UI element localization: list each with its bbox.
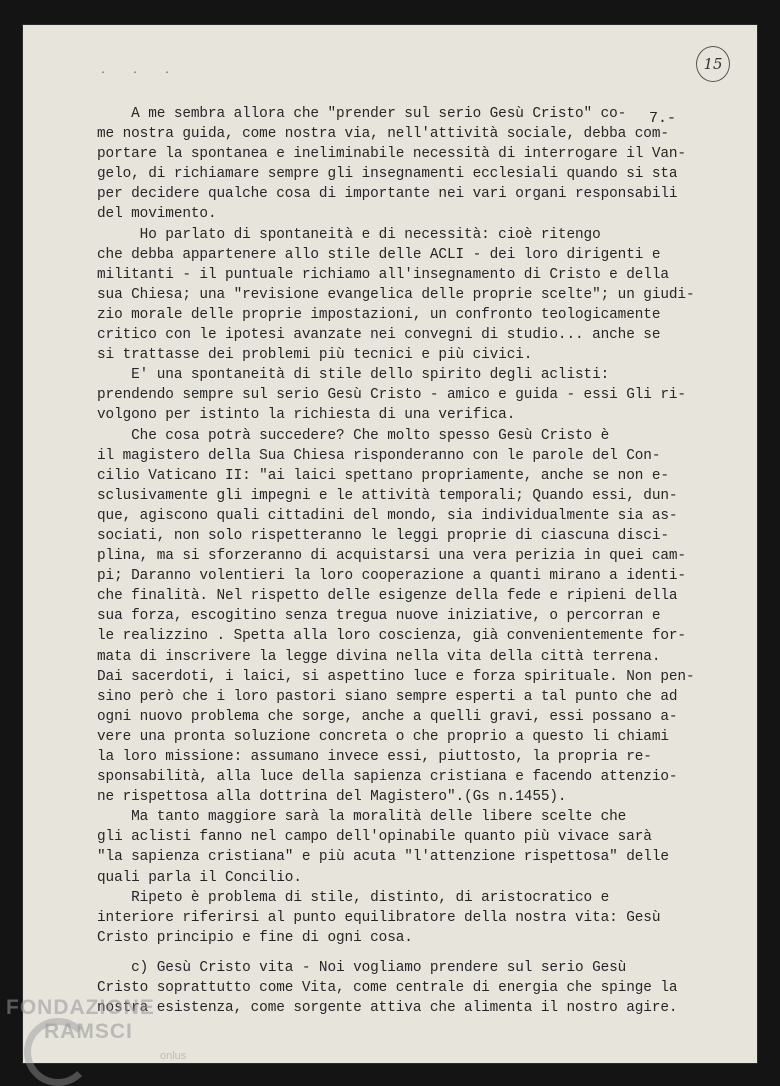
text-line: sino però che i loro pastori siano sempre esperti a tal punto che ad — [97, 688, 678, 705]
watermark-small: onlus — [160, 1050, 187, 1062]
text-line: si trattasse dei problemi più tecnici e più civici. — [97, 347, 533, 364]
text-line: Dai sacerdoti, i laici, si aspettino luce e forza spirituale. Non pen- — [97, 668, 695, 685]
text-line: Cristo soprattutto come Vita, come centrale di energia che spinge la — [97, 980, 678, 997]
text-line: mata di inscrivere la legge divina nella vita della città terrena. — [97, 648, 661, 665]
text-line: del movimento. — [97, 206, 217, 223]
text-line: A me sembra allora che "prender sul serio Gesù Cristo" co- — [97, 106, 627, 122]
text-line: sclusivamente gli impegni e le attività temporali; Quando essi, dun- — [97, 487, 678, 504]
text-line: cilio Vaticano II: "ai laici spettano propriamente, anche se non e- — [97, 467, 669, 484]
text-line: vere una pronta soluzione concreta o che proprio a questo li chiami — [97, 728, 669, 745]
watermark — [6, 996, 206, 1044]
archive-stamp: 15 — [696, 46, 730, 82]
text-line: Cristo principio e fine di ogni cosa. — [97, 929, 413, 946]
typewritten-body — [97, 104, 737, 1018]
text-line: nostra esistenza, come sorgente attiva che alimenta il nostro agire. — [97, 1000, 678, 1017]
text-line: Che cosa potrà succedere? Che molto spesso Gesù Cristo è — [97, 427, 610, 444]
text-line: volgono per istinto la richiesta di una verifica. — [97, 407, 516, 424]
text-line: sociati, non solo rispetteranno le leggi proprie di ciascuna disci- — [97, 527, 669, 544]
text-line: Ripeto è problema di stile, distinto, di aristocratico e — [97, 889, 610, 906]
text-line: che debba appartenere allo stile delle ACLI - dei loro dirigenti e — [97, 246, 661, 263]
text-line: sua Chiesa; una "revisione evangelica delle proprie scelte"; un giudi- — [97, 286, 695, 303]
text-line: portare la spontanea e ineliminabile necessità di interrogare il Van- — [97, 146, 686, 163]
text-line: c) Gesù Cristo vita - Noi vogliamo prendere sul serio Gesù — [97, 959, 627, 976]
text-line: il magistero della Sua Chiesa risponderanno con le parole del Con- — [97, 447, 661, 464]
text-line: zio morale delle proprie impostazioni, un confronto teologicamente — [97, 306, 661, 323]
watermark-line2: RAMSCI — [44, 1020, 133, 1043]
text-line: quali parla il Concilio. — [97, 869, 302, 886]
text-line: gli aclisti fanno nel campo dell'opinabile quanto più vivace sarà — [97, 829, 652, 846]
text-line: per decidere qualche cosa di importante nei vari organi responsabili — [97, 186, 678, 203]
page-number: 7.- — [649, 110, 677, 127]
text-line: ne rispettosa alla dottrina del Magistero".(Gs n.1455). — [97, 789, 567, 806]
text-line: plina, ma si sforzeranno di acquistarsi una vera perizia in quei cam- — [97, 548, 686, 565]
text-line: prendendo sempre sul serio Gesù Cristo - amico e guida - essi Gli ri- — [97, 387, 686, 404]
text-line: me nostra guida, come nostra via, nell'attività sociale, debba com- — [97, 126, 669, 143]
text-line: le realizzino . Spetta alla loro coscienza, già convenientemente for- — [97, 628, 686, 645]
text-line: ogni nuovo problema che sorge, anche a quelli gravi, essi possano a- — [97, 708, 678, 725]
watermark-line1: FONDAZIONE — [6, 996, 155, 1019]
text-line: "la sapienza cristiana" e più acuta "l'attenzione rispettosa" delle — [97, 849, 669, 866]
text-line: interiore riferirsi al punto equilibratore della nostra vita: Gesù — [97, 909, 661, 926]
text-line: sponsabilità, alla luce della sapienza cristiana e facendo attenzio- — [97, 769, 678, 786]
text-line: Ma tanto maggiore sarà la moralità delle libere scelte che — [97, 809, 627, 826]
text-line: militanti - il puntuale richiamo all'insegnamento di Cristo e della — [97, 266, 669, 283]
text-line: sua forza, escogitino senza tregua nuove iniziative, o percorran e — [97, 608, 661, 625]
text-line: che finalità. Nel rispetto delle esigenze della fede e ripieni della — [97, 588, 678, 605]
text-line: Ho parlato di spontaneità e di necessità: cioè ritengo — [97, 226, 601, 243]
text-line — [97, 948, 737, 958]
text-line: E' una spontaneità di stile dello spirito degli aclisti: — [97, 367, 610, 384]
text-line: critico con le ipotesi avanzate nei convegni di studio... anche se — [97, 327, 661, 344]
text-line: pi; Daranno volentieri la loro cooperazione a quanti mirano a identi- — [97, 568, 686, 585]
text-line: que, agiscono quali cittadini del mondo, sia individualmente sia as- — [97, 507, 678, 524]
text-line: la loro missione: assumano invece essi, piuttosto, la propria re- — [97, 749, 652, 765]
margin-marks: . . . — [100, 66, 181, 77]
text-line: gelo, di richiamare sempre gli insegnamenti ecclesiali quando si sta — [97, 166, 678, 183]
